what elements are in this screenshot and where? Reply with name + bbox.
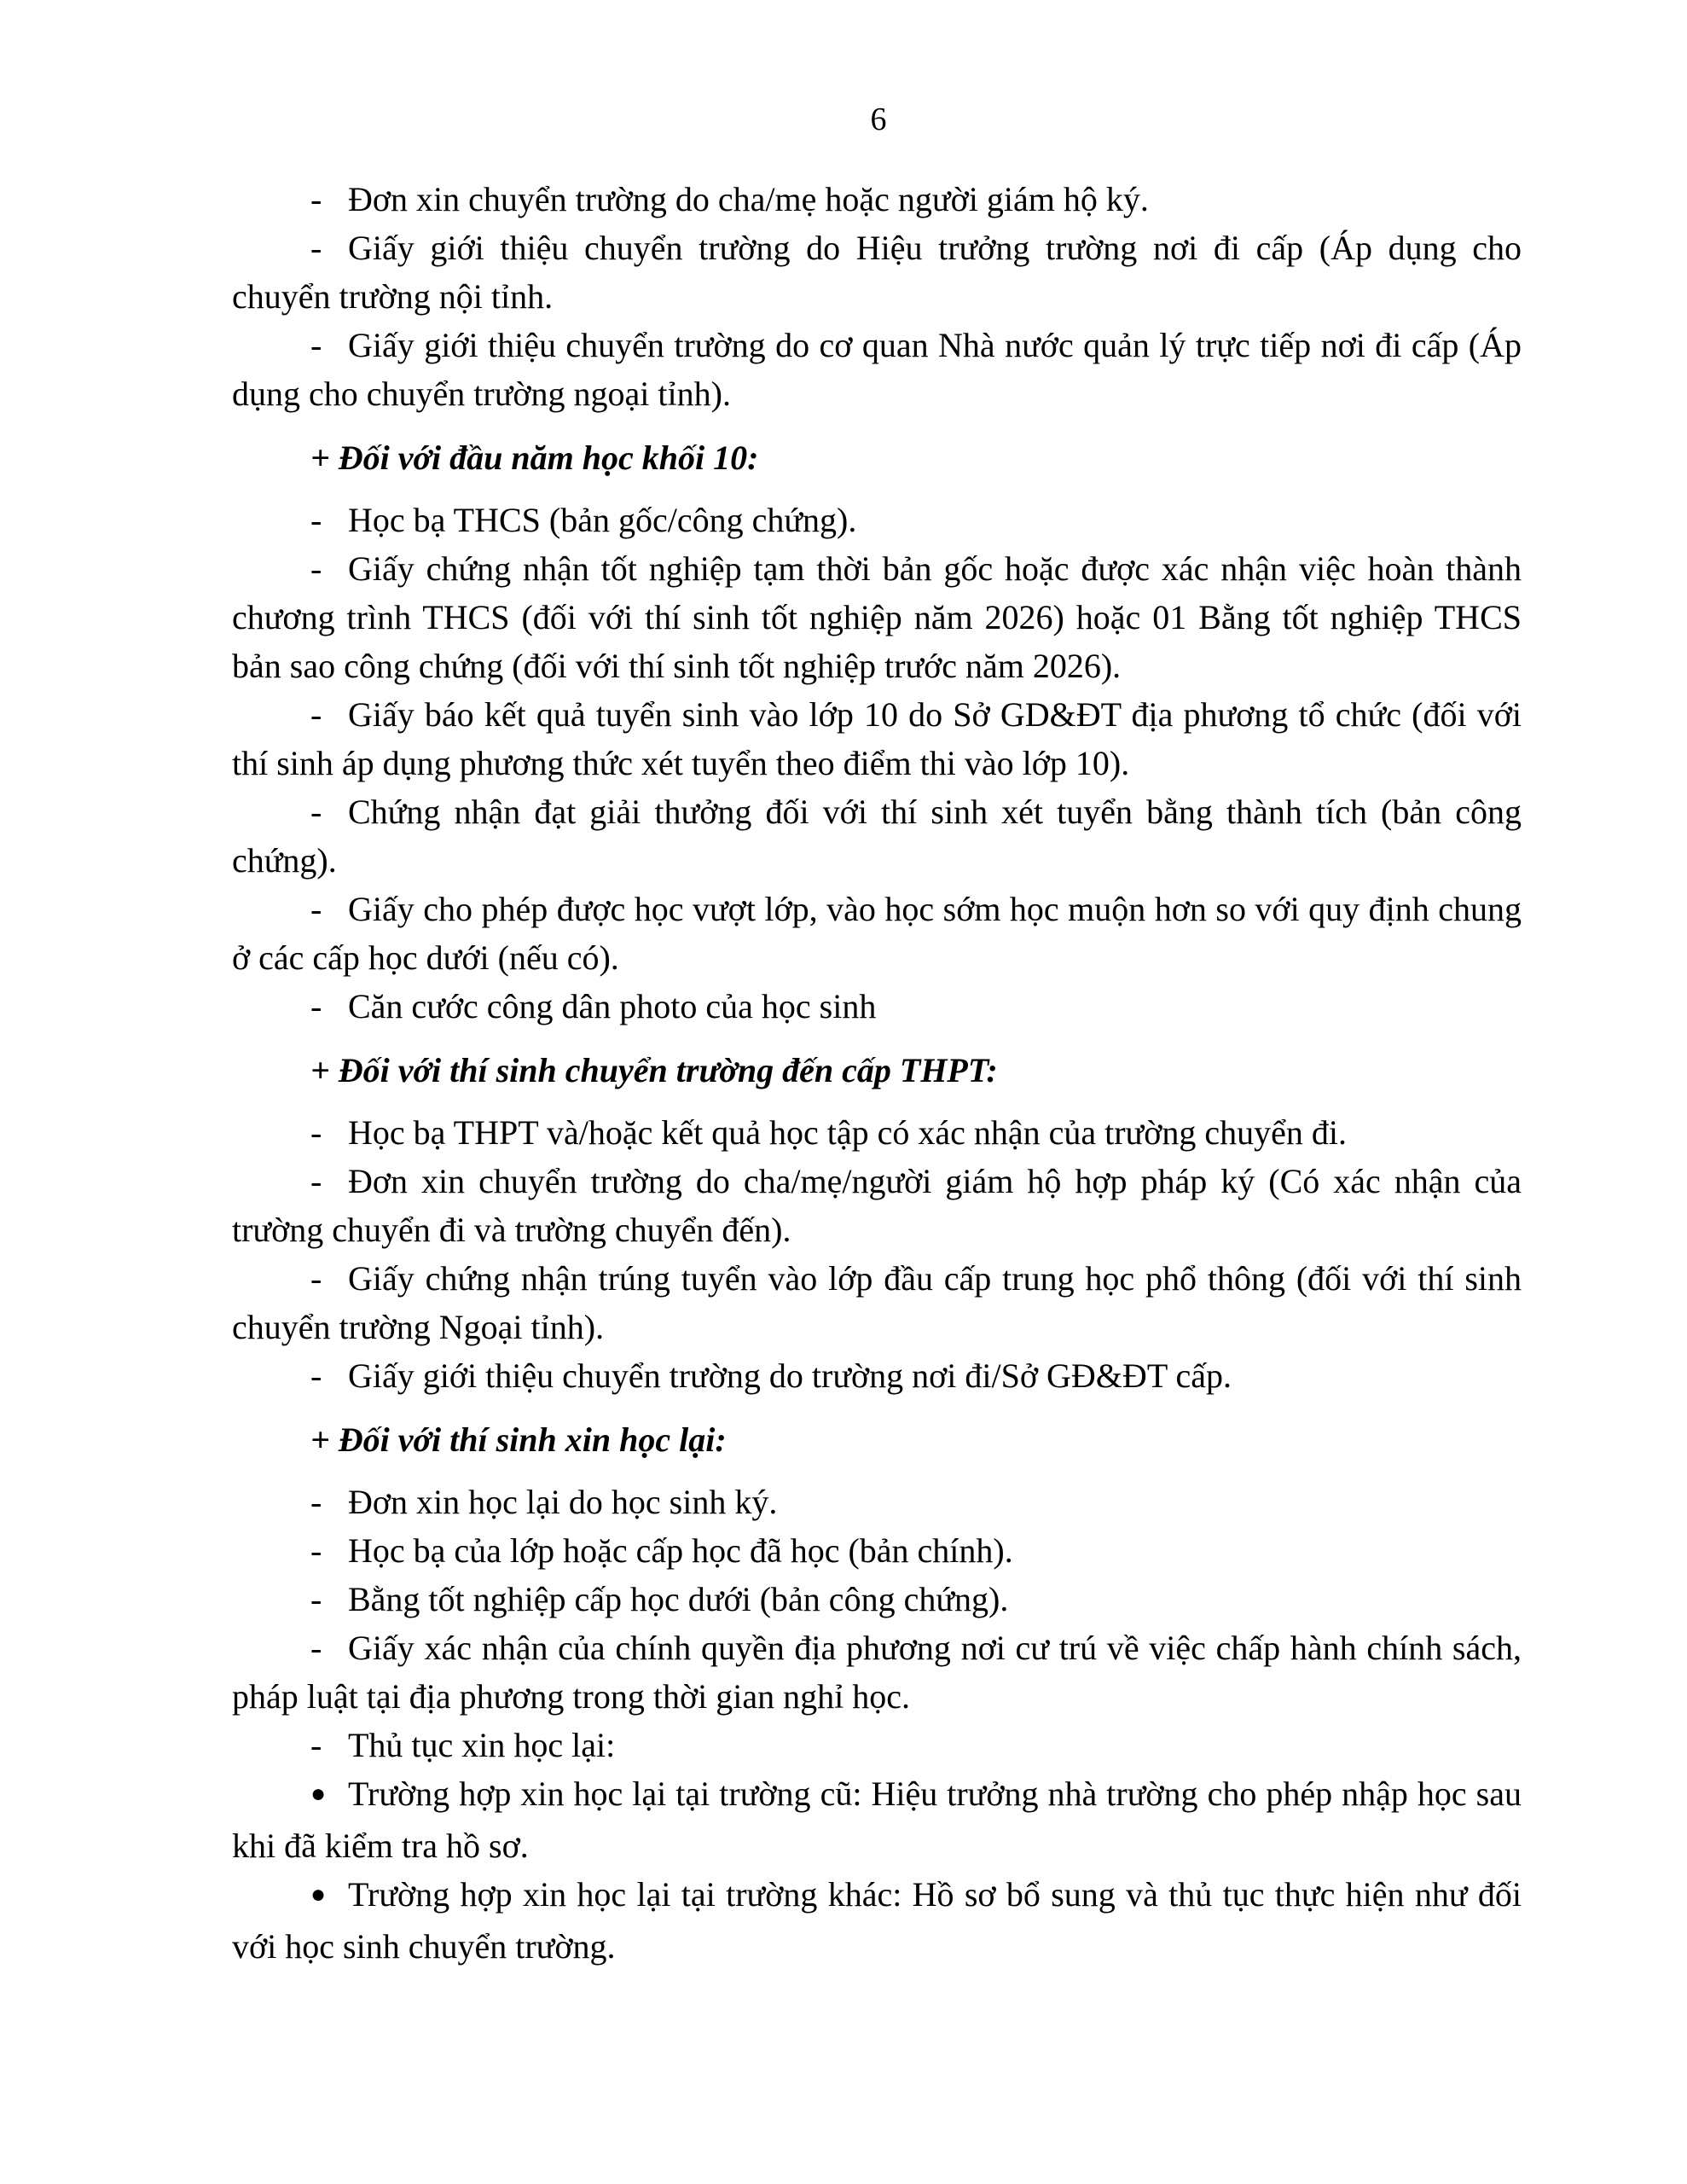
list-item bbox=[232, 1478, 1522, 1526]
bullet-icon: ● bbox=[310, 1880, 327, 1908]
bullet-item bbox=[232, 1870, 1522, 1971]
item-text: Đơn xin chuyển trường do cha/mẹ/người giám hộ hợp pháp ký (Có xác nhận của trường chuyển đi và trường chuyển đến). bbox=[232, 1162, 1522, 1249]
dash-marker: - bbox=[310, 180, 322, 218]
list-item bbox=[232, 544, 1522, 690]
bullet-item bbox=[232, 1769, 1522, 1870]
dash-marker: - bbox=[310, 793, 322, 831]
dash-marker: - bbox=[310, 1259, 322, 1298]
list-item bbox=[232, 787, 1522, 885]
document-body bbox=[232, 175, 1522, 1971]
dash-marker: - bbox=[310, 229, 322, 267]
item-text: Thủ tục xin học lại: bbox=[348, 1726, 616, 1764]
list-item bbox=[232, 224, 1522, 321]
list-item bbox=[232, 1721, 1522, 1769]
item-text: Chứng nhận đạt giải thưởng đối với thí sinh xét tuyển bằng thành tích (bản công chứng). bbox=[232, 793, 1522, 880]
item-text: Giấy báo kết quả tuyển sinh vào lớp 10 do Sở GD&ĐT địa phương tổ chức (đối với thí sinh áp dụng phương thức xét tuyển theo điểm thi vào lớp 10). bbox=[232, 695, 1522, 782]
dash-marker: - bbox=[310, 549, 322, 588]
item-text: Bằng tốt nghiệp cấp học dưới (bản công chứng). bbox=[348, 1580, 1009, 1618]
item-text: Giấy giới thiệu chuyển trường do trường nơi đi/Sở GĐ&ĐT cấp. bbox=[348, 1356, 1232, 1395]
item-text: Căn cước công dân photo của học sinh bbox=[348, 987, 877, 1025]
dash-marker: - bbox=[310, 695, 322, 734]
item-text: Giấy chứng nhận trúng tuyển vào lớp đầu cấp trung học phổ thông (đối với thí sinh chuyển trường Ngoại tỉnh). bbox=[232, 1259, 1522, 1346]
list-item bbox=[232, 321, 1522, 418]
dash-marker: - bbox=[310, 1162, 322, 1200]
dash-marker: - bbox=[310, 987, 322, 1025]
list-item bbox=[232, 175, 1522, 224]
item-text: Giấy giới thiệu chuyển trường do Hiệu trưởng trường nơi đi cấp (Áp dụng cho chuyển trường nội tỉnh. bbox=[232, 229, 1522, 316]
list-item bbox=[232, 1575, 1522, 1623]
dash-marker: - bbox=[310, 1726, 322, 1764]
section-heading-readmission: + Đối với thí sinh xin học lại: bbox=[310, 1420, 727, 1459]
item-text: Học bạ THPT và/hoặc kết quả học tập có xác nhận của trường chuyển đi. bbox=[348, 1113, 1347, 1152]
dash-marker: - bbox=[310, 1531, 322, 1570]
item-text: Đơn xin chuyển trường do cha/mẹ hoặc người giám hộ ký. bbox=[348, 180, 1149, 218]
page-number: 6 bbox=[870, 102, 887, 137]
dash-marker: - bbox=[310, 890, 322, 928]
item-text: Đơn xin học lại do học sinh ký. bbox=[348, 1483, 778, 1521]
list-item bbox=[232, 1157, 1522, 1254]
dash-marker: - bbox=[310, 1356, 322, 1395]
bullet-icon: ● bbox=[310, 1780, 327, 1808]
item-text: Giấy giới thiệu chuyển trường do cơ quan Nhà nước quản lý trực tiếp nơi đi cấp (Áp dụng cho chuyển trường ngoại tỉnh). bbox=[232, 326, 1522, 413]
list-item bbox=[232, 1108, 1522, 1157]
item-text: Học bạ THCS (bản gốc/công chứng). bbox=[348, 501, 857, 539]
section-heading-transfer: + Đối với thí sinh chuyển trường đến cấp THPT: bbox=[310, 1051, 998, 1089]
item-text: Trường hợp xin học lại tại trường khác: Hồ sơ bổ sung và thủ tục thực hiện như đối với học sinh chuyển trường. bbox=[232, 1875, 1522, 1966]
list-item bbox=[232, 1526, 1522, 1575]
list-item bbox=[232, 496, 1522, 544]
item-text: Giấy xác nhận của chính quyền địa phương nơi cư trú về việc chấp hành chính sách, pháp luật tại địa phương trong thời gian nghỉ học. bbox=[232, 1629, 1522, 1716]
dash-marker: - bbox=[310, 501, 322, 539]
dash-marker: - bbox=[310, 326, 322, 364]
dash-marker: - bbox=[310, 1113, 322, 1152]
item-text: Trường hợp xin học lại tại trường cũ: Hiệu trưởng nhà trường cho phép nhập học sau khi đã kiểm tra hồ sơ. bbox=[232, 1774, 1522, 1865]
list-item bbox=[232, 1254, 1522, 1351]
item-text: Giấy cho phép được học vượt lớp, vào học sớm học muộn hơn so với quy định chung ở các cấp học dưới (nếu có). bbox=[232, 890, 1522, 977]
item-text: Giấy chứng nhận tốt nghiệp tạm thời bản gốc hoặc được xác nhận việc hoàn thành chương trình THCS (đối với thí sinh tốt nghiệp năm 2026) hoặc 01 Bằng tốt nghiệp THCS bản sao công chứng (đối với thí sinh tốt nghiệp trước năm 2026). bbox=[232, 549, 1522, 685]
dash-marker: - bbox=[310, 1483, 322, 1521]
dash-marker: - bbox=[310, 1580, 322, 1618]
section-heading-grade10: + Đối với đầu năm học khối 10: bbox=[310, 439, 759, 477]
list-item bbox=[232, 885, 1522, 982]
list-item bbox=[232, 690, 1522, 787]
list-item bbox=[232, 1351, 1522, 1400]
item-text: Học bạ của lớp hoặc cấp học đã học (bản chính). bbox=[348, 1531, 1013, 1570]
dash-marker: - bbox=[310, 1629, 322, 1667]
list-item bbox=[232, 982, 1522, 1031]
list-item bbox=[232, 1623, 1522, 1721]
